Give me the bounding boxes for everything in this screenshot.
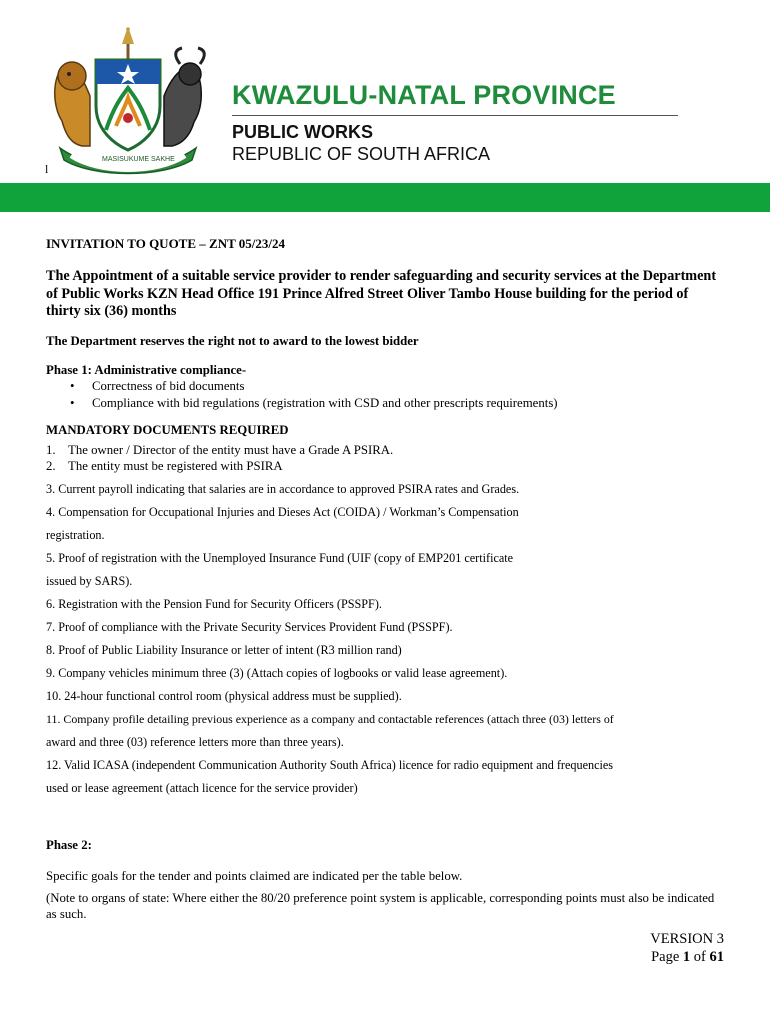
phase1-heading: Phase 1: Administrative compliance- bbox=[46, 362, 247, 377]
list-item bbox=[46, 459, 726, 475]
brand-rule bbox=[232, 115, 678, 116]
phase2-heading: Phase 2: bbox=[46, 838, 92, 853]
phase1-list bbox=[46, 378, 726, 412]
version-footer bbox=[650, 930, 724, 966]
reserve-statement: The Department reserves the right not to award to the lowest bidder bbox=[46, 334, 419, 349]
page-number bbox=[650, 948, 724, 966]
document-title: The Appointment of a suitable service provider to render safeguarding and security services at the Department of Public Works KZN Head Office 191 Prince Alfred Street Oliver Tambo House building for the period of thirty six (36) months bbox=[46, 267, 717, 320]
list-item bbox=[46, 443, 726, 459]
list-item: 8. Proof of Public Liability Insurance or letter of intent (R3 million rand) bbox=[46, 643, 402, 658]
province-title: KWAZULU-NATAL PROVINCE bbox=[232, 80, 616, 110]
list-item: issued by SARS). bbox=[46, 574, 133, 589]
list-item: used or lease agreement (attach licence for the service provider) bbox=[46, 781, 358, 796]
brand-block bbox=[232, 80, 678, 165]
list-item: 4. Compensation for Occupational Injuries and Dieses Act (COIDA) / Workman’s Compensation bbox=[46, 505, 519, 520]
list-item: 3. Current payroll indicating that salaries are in accordance to approved PSIRA rates and Grades. bbox=[46, 482, 520, 497]
list-item: 12. Valid ICASA (independent Communication Authority South Africa) licence for radio equipment and frequencies bbox=[46, 758, 614, 773]
version-label: VERSION 3 bbox=[650, 931, 724, 947]
green-header-bar bbox=[0, 183, 770, 212]
stray-mark: l bbox=[45, 162, 49, 176]
page-current: 1 bbox=[682, 949, 691, 965]
list-item: 6. Registration with the Pension Fund for Security Officers (PSSPF). bbox=[46, 597, 382, 612]
list-item: • Correctness of bid documents bbox=[70, 378, 726, 395]
list-item: 7. Proof of compliance with the Private Security Services Provident Fund (PSSPF). bbox=[46, 620, 453, 635]
list-item: 9. Company vehicles minimum three (3) (Attach copies of logbooks or valid lease agreement). bbox=[46, 666, 508, 681]
mandatory-heading: MANDATORY DOCUMENTS REQUIRED bbox=[46, 423, 289, 438]
crest-motto-text: MASISUKUME SAKHE bbox=[102, 156, 175, 163]
page-of: of bbox=[690, 949, 710, 965]
phase2-text: Specific goals for the tender and points claimed are indicated per the table below. bbox=[46, 868, 463, 883]
invitation-heading: INVITATION TO QUOTE – ZNT 05/23/24 bbox=[46, 236, 285, 251]
country-name: REPUBLIC OF SOUTH AFRICA bbox=[232, 144, 491, 164]
list-item: 5. Proof of registration with the Unemployed Insurance Fund (UIF (copy of EMP201 certificate bbox=[46, 551, 514, 566]
item-number: 2. bbox=[46, 458, 56, 473]
document-body bbox=[46, 236, 726, 922]
department-name: PUBLIC WORKS bbox=[232, 122, 373, 142]
list-item: • Compliance with bid regulations (registration with CSD and other prescripts requirements) bbox=[70, 395, 726, 412]
organs-note: (Note to organs of state: Where either the 80/20 preference point system is applicable, corresponding points must also be indicated as such. bbox=[46, 891, 715, 922]
list-item: registration. bbox=[46, 528, 105, 543]
page-prefix: Page bbox=[651, 949, 683, 965]
list-item: 10. 24-hour functional control room (physical address must be supplied). bbox=[46, 689, 402, 704]
item-text: The entity must be registered with PSIRA bbox=[68, 458, 283, 473]
list-item: 11. Company profile detailing previous experience as a company and contactable references (attach three (03) letters of bbox=[46, 712, 614, 727]
coat-of-arms-logo bbox=[42, 26, 214, 176]
page-total: 61 bbox=[709, 949, 724, 965]
item-text: The owner / Director of the entity must have a Grade A PSIRA. bbox=[68, 443, 394, 458]
item-number: 1. bbox=[46, 443, 56, 458]
list-item: award and three (03) reference letters more than three years). bbox=[46, 735, 344, 750]
